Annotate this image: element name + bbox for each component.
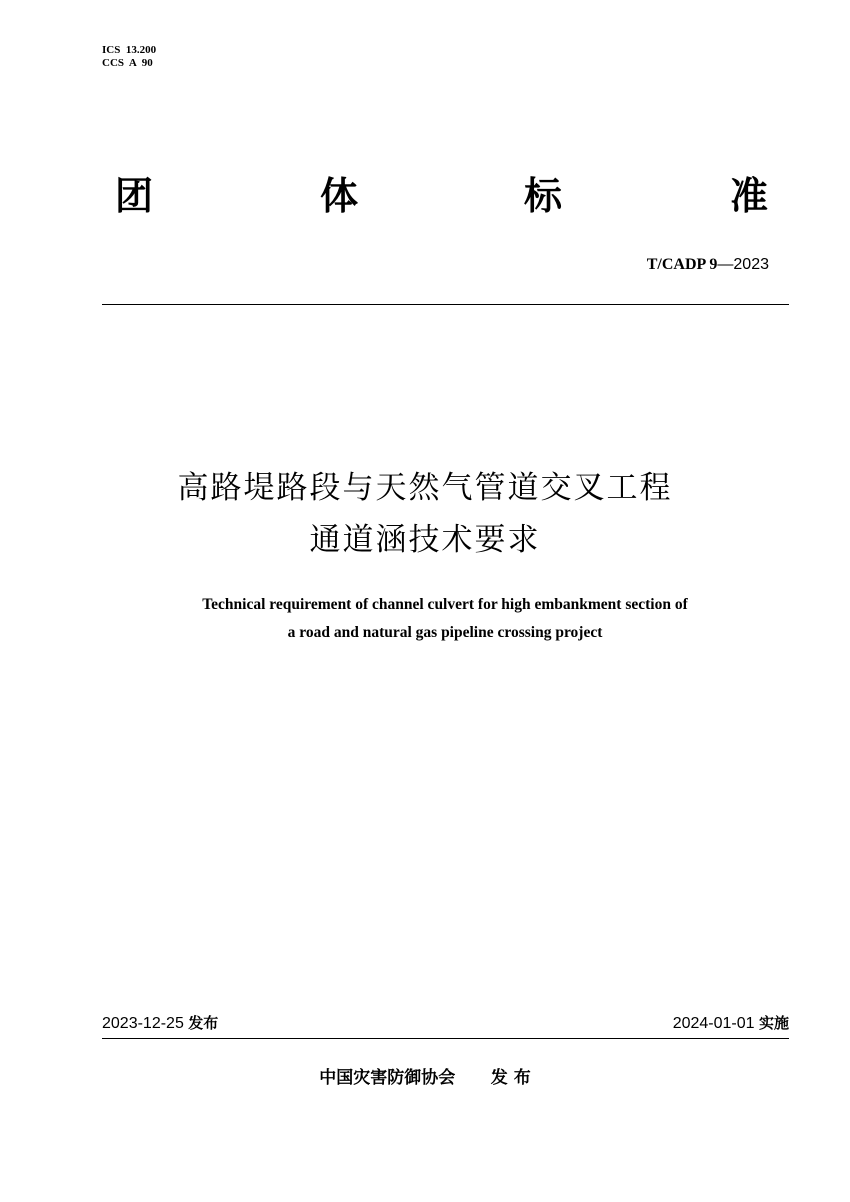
implementation-date-label: 实施 (758, 1014, 789, 1032)
implementation-date (673, 1012, 789, 1035)
ccs-code: CCS A 90 (102, 57, 153, 69)
publisher-line (0, 1066, 850, 1090)
chinese-title (0, 462, 850, 566)
publisher-action: 发 布 (490, 1068, 531, 1088)
english-title-line-2: a road and natural gas pipeline crossing project (287, 624, 603, 641)
publisher-name: 中国灾害防御协会 (319, 1068, 456, 1088)
issue-date-value: 2023-12-25 (102, 1015, 184, 1032)
standard-code: T/CADP 9 (646, 256, 718, 273)
chinese-title-line-2: 通道涵技术要求 (309, 522, 541, 558)
standard-number (647, 255, 769, 275)
chinese-title-line-1: 高路堤路段与天然气管道交叉工程 (177, 470, 673, 506)
document-type-char-2: 体 (320, 174, 359, 218)
implementation-date-value: 2024-01-01 (672, 1015, 755, 1032)
document-type-heading (100, 172, 780, 222)
standard-year: —2023 (717, 256, 769, 273)
header-divider (102, 304, 789, 305)
issue-date-label: 发布 (188, 1014, 219, 1032)
english-title-line-1: Technical requirement of channel culvert for high embankment section of (202, 596, 688, 613)
document-type-char-1: 团 (115, 174, 154, 218)
footer-divider (102, 1038, 789, 1039)
document-type-char-3: 标 (524, 174, 563, 218)
classification-codes (102, 44, 156, 70)
ics-code: ICS 13.200 (102, 44, 157, 56)
english-title (0, 591, 850, 647)
document-type-char-4: 准 (730, 174, 769, 218)
issue-date (102, 1012, 218, 1035)
